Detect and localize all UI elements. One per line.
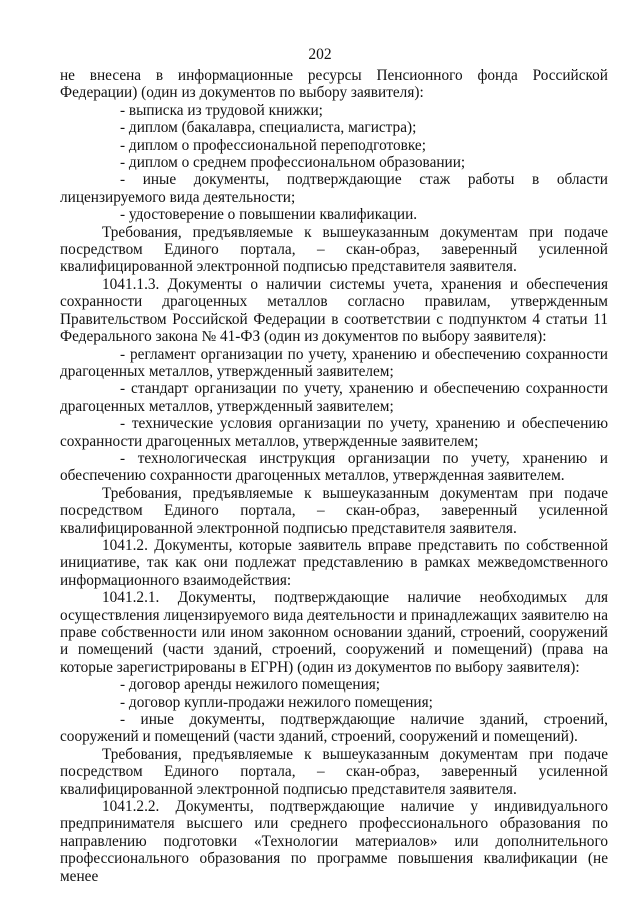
list-item: - договор аренды нежилого помещения;	[120, 676, 381, 694]
list-item: - стандарт организации по учету, хранению и обеспечению сохранности драгоценных металлов, утвержденный заявителем;	[60, 380, 608, 415]
list-item: - регламент организации по учету, хранению и обеспечению сохранности драгоценных металлов, утвержденный заявителем;	[60, 345, 608, 380]
list-item: - договор купли-продажи нежилого помещения;	[120, 693, 433, 711]
list-item: - диплом о среднем профессиональном образовании;	[120, 154, 466, 172]
list-item: - выписка из трудовой книжки;	[120, 101, 323, 119]
list-item: - удостоверение о повышении квалификации.	[120, 206, 418, 224]
paragraph: Требования, предъявляемые к вышеуказанным документам при подаче посредством Единого портала, – скан-образ, заверенный усиленной квалифицированной электронной подписью представителя заявителя.	[60, 745, 608, 798]
document-body	[60, 67, 608, 885]
paragraph: не внесена в информационные ресурсы Пенсионного фонда Российской Федерации) (один из документов по выбору заявителя):	[60, 67, 608, 102]
page-number: 202	[308, 46, 332, 63]
paragraph: Требования, предъявляемые к вышеуказанным документам при подаче посредством Единого портала, – скан-образ, заверенный усиленной квалифицированной электронной подписью представителя заявителя.	[60, 223, 608, 276]
paragraph: Требования, предъявляемые к вышеуказанным документам при подаче посредством Единого портала, – скан-образ, заверенный усиленной квалифицированной электронной подписью представителя заявителя.	[60, 484, 608, 537]
list-item: - диплом о профессиональной переподготовке;	[120, 136, 426, 154]
list-item: - диплом (бакалавра, специалиста, магистра);	[120, 119, 417, 137]
list-item: - иные документы, подтверждающие стаж работы в области лицензируемого вида деятельности;	[60, 171, 608, 206]
list-item: - иные документы, подтверждающие наличие зданий, строений, сооружений и помещений (части зданий, строений, сооружений и помещений).	[60, 711, 608, 746]
paragraph: 1041.1.3. Документы о наличии системы учета, хранения и обеспечения сохранности драгоценных металлов согласно правилам, утвержденным Правительством Российской Федерации в соответствии с подпунктом 4 статьи 11 Федерального закона № 41-ФЗ (один из документов по выбору заявителя):	[60, 275, 608, 346]
paragraph: 1041.2.2. Документы, подтверждающие наличие у индивидуального предпринимателя высшего или среднего профессионального образования по направлению подготовки «Технологии материалов» или дополнительного профессионального образования по программе повышения квалификации (не менее	[60, 798, 608, 885]
list-item: - технические условия организации по учету, хранению и обеспечению сохранности драгоценных металлов, утвержденные заявителем;	[60, 415, 608, 450]
list-item: - технологическая инструкция организации по учету, хранению и обеспечению сохранности драгоценных металлов, утвержденная заявителем.	[60, 449, 608, 485]
paragraph: 1041.2.1. Документы, подтверждающие наличие необходимых для осуществления лицензируемого вида деятельности и принадлежащих заявителю на праве собственности или ином законном основании зданий, строений, сооружений и помещений (части зданий, строений, сооружений и помещений) (права на которые зарегистрированы в ЕГРН) (один из документов по выбору заявителя):	[60, 589, 608, 676]
paragraph: 1041.2. Документы, которые заявитель вправе представить по собственной инициативе, так как они подлежат представлению в рамках межведомственного информационного взаимодействия:	[60, 536, 608, 589]
